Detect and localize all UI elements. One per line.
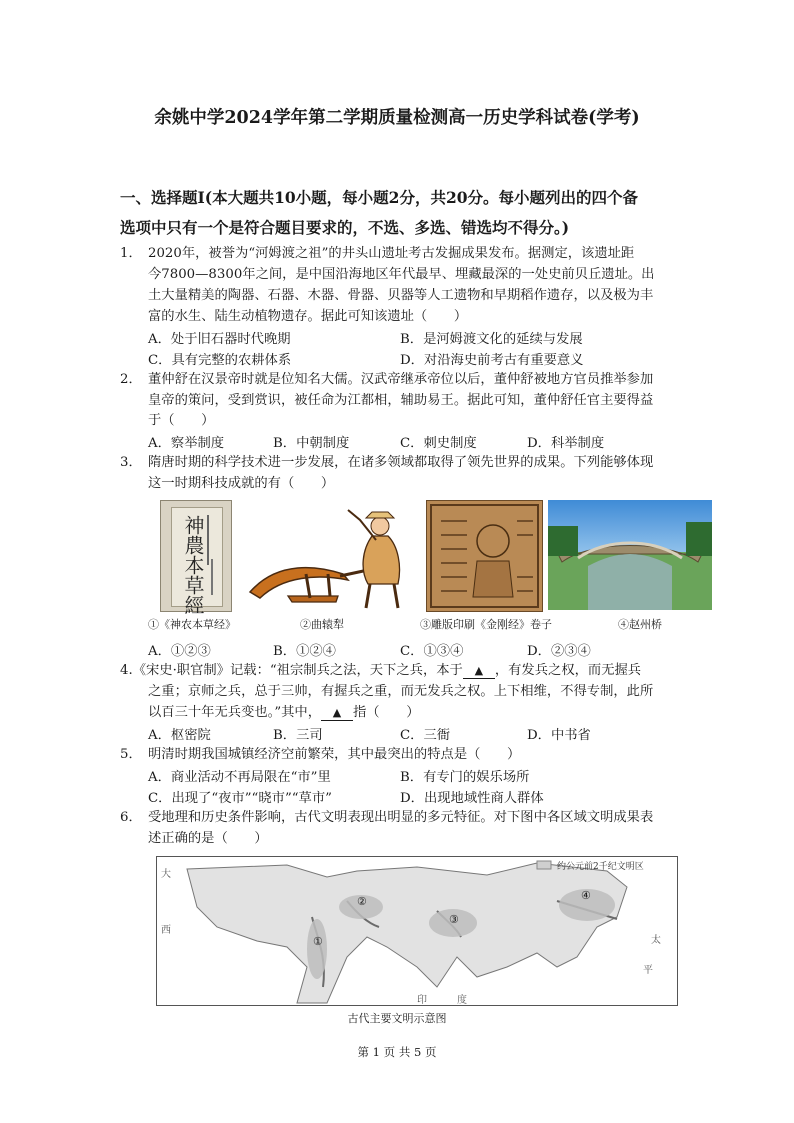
map-label-indian: 印 [417, 995, 427, 1006]
q3-line: 这一时期科技成就的有（ ） [148, 476, 335, 491]
q4-option-b[interactable]: B．三司 [273, 728, 323, 743]
page-title: 余姚中学2024学年第二学期质量检测高一历史学科试卷(学考) [154, 108, 640, 128]
q4-line1-rest: ，有发兵之权，而无握兵 [494, 663, 642, 678]
book-title-text: 神農本草經 [181, 515, 205, 615]
q3-option-a[interactable]: A．①②③ [148, 644, 211, 659]
section-heading-line2: 选项中只有一个是符合题目要求的，不选、多选、错选均不得分。) [120, 218, 570, 237]
q2-line: 董仲舒在汉景帝时就是位知名大儒。汉武帝继承帝位以后，董仲舒被地方官员推举参加 [148, 372, 654, 387]
q3-option-b[interactable]: B．①②④ [273, 644, 336, 659]
q5-option-d[interactable]: D．出现地域性商人群体 [400, 791, 544, 806]
q5-option-c[interactable]: C．出现了“夜市”“晓市”“草市” [148, 791, 332, 806]
q2-option-d[interactable]: D．科举制度 [527, 436, 605, 451]
q6-number: 6． [120, 810, 142, 825]
q4-option-a[interactable]: A．枢密院 [148, 728, 211, 743]
zhaozhou-bridge-image [548, 500, 712, 610]
q3-line: 隋唐时期的科学技术进一步发展，在诸多领域都取得了领先世界的成果。下列能够体现 [148, 455, 654, 470]
q4-line3-rest: 指（ ） [353, 705, 420, 720]
caption-plough: ②曲辕犁 [300, 618, 344, 631]
section-heading-line1: 一、选择题Ⅰ(本大题共10小题，每小题2分，共20分。每小题列出的四个备 [120, 188, 639, 207]
map-legend: 约公元前2千纪文明区 [557, 862, 644, 872]
curved-plough-image [248, 500, 408, 610]
caption-sutra: ③雕版印刷《金刚经》卷子 [420, 618, 552, 631]
q5-option-a[interactable]: A．商业活动不再局限在“市”里 [148, 770, 331, 785]
q1-line: 2020年，被誉为“河姆渡之祖”的井头山遗址考古发掘成果发布。据测定，该遗址距 [148, 246, 635, 261]
caption-book: ①《神农本草经》 [148, 618, 236, 631]
q1-line: 富的水生、陆生动植物遗存。据此可知该遗址（ ） [148, 309, 468, 324]
q4-option-c[interactable]: C．三衙 [400, 728, 451, 743]
q4-line3 [148, 703, 420, 723]
q6-line: 述正确的是（ ） [148, 831, 268, 846]
q1-option-d[interactable]: D．对沿海史前考古有重要意义 [400, 353, 584, 368]
q3-number: 3． [120, 455, 142, 470]
shennong-bencaojing-image [160, 500, 232, 615]
map-label-du: 度 [457, 995, 467, 1006]
map-caption: 古代主要文明示意图 [347, 1012, 447, 1025]
q1-line: 土大量精美的陶器、石器、木器、骨器、贝器等人工遗物和早期稻作遗存，以及极为丰 [148, 288, 654, 303]
q2-line: 皇帝的策问，受到赏识，被任命为江都相，辅助易王。据此可知，董仲舒任官主要得益 [148, 393, 654, 408]
page-footer: 第 1 页 共 5 页 [357, 1045, 437, 1059]
map-marker-1: ① [313, 935, 323, 948]
q5-option-b[interactable]: B．有专门的娱乐场所 [400, 770, 530, 785]
q5-number: 5． [120, 747, 142, 762]
q4-line1-text: 《宋史·职官制》记载：“祖宗制兵之法，天下之兵，本于 [132, 663, 463, 678]
ancient-civilizations-map [156, 856, 678, 1006]
map-label-atlantic: 大 [161, 869, 171, 880]
q1-line: 今7800—8300年之间，是中国沿海地区年代最早、埋藏最深的一处史前贝丘遗址。出 [148, 267, 655, 282]
q2-option-a[interactable]: A．察举制度 [148, 436, 225, 451]
map-marker-2: ② [357, 895, 367, 908]
q2-line: 于（ ） [148, 413, 215, 428]
q4-line1 [120, 661, 641, 681]
map-label-pacific: 太 [651, 935, 661, 946]
q2-option-c[interactable]: C．刺史制度 [400, 436, 477, 451]
map-marker-4: ④ [581, 889, 591, 902]
q2-option-b[interactable]: B．中朝制度 [273, 436, 350, 451]
q4-line: 之重；京师之兵，总于三帅，有握兵之重，而无发兵之权。上下相维，不得专制，此所 [148, 684, 654, 699]
q3-option-c[interactable]: C．①③④ [400, 644, 464, 659]
q6-line: 受地理和历史条件影响，古代文明表现出明显的多元特征。对下图中各区域文明成果表 [148, 810, 654, 825]
q4-line3-text: 以百三十年无兵变也。”其中， [148, 705, 322, 720]
q3-option-d[interactable]: D．②③④ [527, 644, 591, 659]
q1-number: 1． [120, 246, 142, 261]
diamond-sutra-image [426, 500, 543, 612]
q1-option-b[interactable]: B．是河姆渡文化的延续与发展 [400, 332, 583, 347]
q5-line: 明清时期我国城镇经济空前繁荣，其中最突出的特点是（ ） [148, 747, 521, 762]
q4-option-d[interactable]: D．中书省 [527, 728, 591, 743]
q4-blank: ▲ [321, 706, 353, 721]
map-label-west: 西 [161, 925, 171, 936]
map-label-ping: 平 [643, 965, 653, 976]
q1-option-a[interactable]: A．处于旧石器时代晚期 [148, 332, 291, 347]
map-marker-3: ③ [449, 913, 459, 926]
q1-option-c[interactable]: C．具有完整的农耕体系 [148, 353, 292, 368]
caption-bridge: ④赵州桥 [618, 618, 662, 631]
q4-number: 4. [120, 663, 133, 678]
q2-number: 2． [120, 372, 142, 387]
q4-blank: ▲ [463, 664, 495, 679]
